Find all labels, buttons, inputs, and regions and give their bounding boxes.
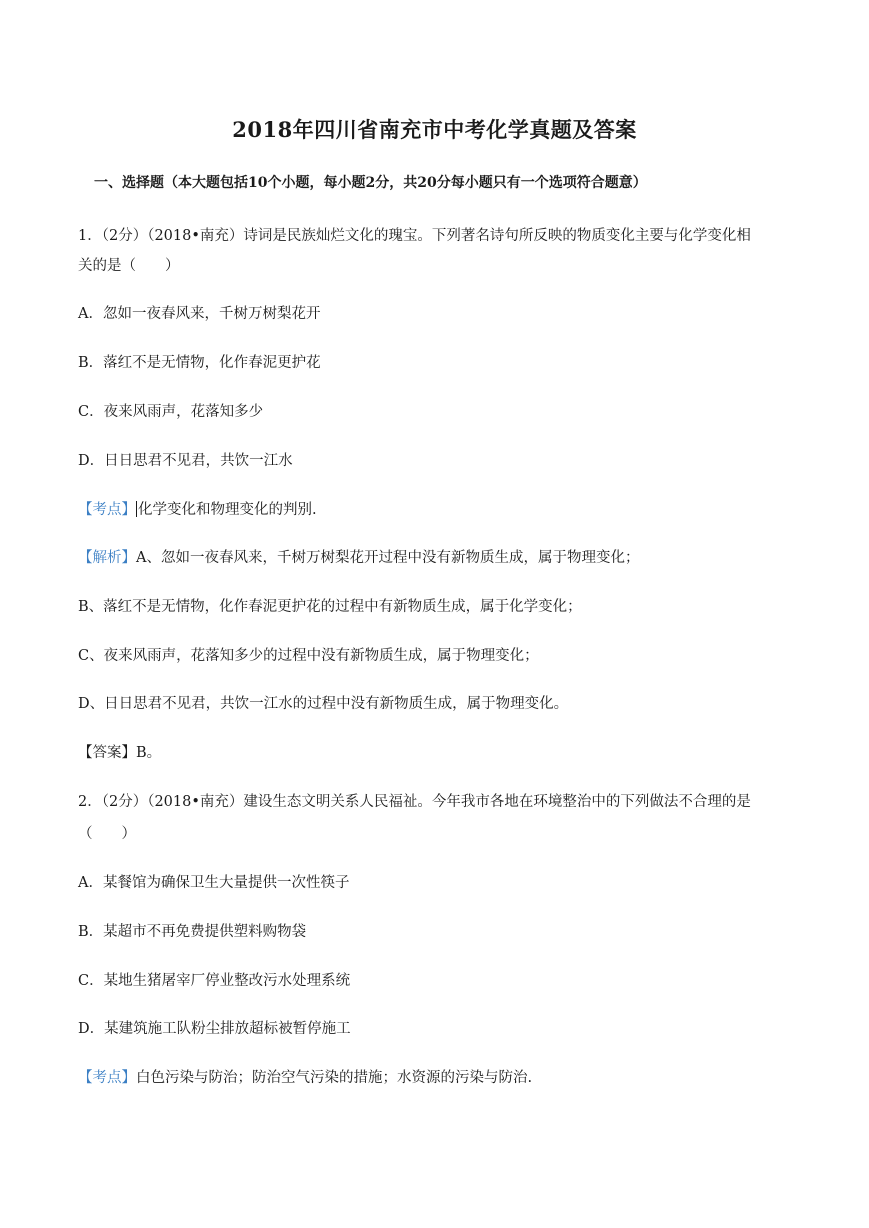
question-1-option-d: D．日日思君不见君，共饮一江水 bbox=[78, 453, 293, 469]
question-1-stem-line-2: 关的是（ ） bbox=[78, 258, 180, 274]
question-1-answer bbox=[78, 743, 161, 763]
question-1-jiexi-line-4: D、日日思君不见君，共饮一江水的过程中没有新物质生成，属于物理变化。 bbox=[78, 696, 569, 712]
question-1-kaodian bbox=[78, 500, 317, 520]
question-2-stem-line-1: 2．（2分）（2018•南充）建设生态文明关系人民福祉。今年我市各地在环境整治中的下列做法不合理的是 bbox=[78, 794, 751, 810]
jiexi-line-1: A、忽如一夜春风来，千树万树梨花开过程中没有新物质生成，属于物理变化； bbox=[136, 550, 640, 566]
question-1-stem-line-1: 1．（2分）（2018•南充）诗词是民族灿烂文化的瑰宝。下列著名诗句所反映的物质变化主要与化学变化相 bbox=[78, 228, 751, 244]
kaodian-text-2: 白色污染与防治；防治空气污染的措施；水资源的污染与防治. bbox=[136, 1070, 533, 1086]
question-1-option-b: B．落红不是无情物，化作春泥更护花 bbox=[78, 355, 321, 371]
question-2-option-a: A．某餐馆为确保卫生大量提供一次性筷子 bbox=[78, 875, 350, 891]
question-1-jiexi-line-3: C、夜来风雨声，花落知多少的过程中没有新物质生成，属于物理变化； bbox=[78, 648, 539, 664]
question-1-option-c: C．夜来风雨声，花落知多少 bbox=[78, 404, 264, 420]
question-1-jiexi-line-2: B、落红不是无情物，化作春泥更护花的过程中有新物质生成，属于化学变化； bbox=[78, 599, 582, 615]
jiexi-tag: 【解析】 bbox=[78, 550, 136, 566]
answer-tag: 【答案】 bbox=[78, 745, 136, 761]
answer-text: B。 bbox=[136, 745, 162, 761]
kaodian-tag-2: 【考点】 bbox=[78, 1070, 136, 1086]
question-1-option-a: A．忽如一夜春风来，千树万树梨花开 bbox=[78, 306, 321, 322]
question-2-option-c: C．某地生猪屠宰厂停业整改污水处理系统 bbox=[78, 973, 351, 989]
kaodian-tag: 【考点】 bbox=[78, 502, 136, 518]
question-1-jiexi bbox=[78, 548, 639, 568]
question-2-option-b: B．某超市不再免费提供塑料购物袋 bbox=[78, 924, 307, 940]
question-2-kaodian bbox=[78, 1068, 532, 1088]
question-2-stem-line-2: （ ） bbox=[78, 826, 136, 842]
document-title: 2018年四川省南充市中考化学真题及答案 bbox=[232, 117, 637, 142]
text-cursor bbox=[136, 501, 137, 517]
section-heading: 一、选择题（本大题包括10个小题，每小题2分，共20分每小题只有一个选项符合题意） bbox=[94, 175, 647, 191]
question-2-option-d: D．某建筑施工队粉尘排放超标被暂停施工 bbox=[78, 1021, 351, 1037]
kaodian-text: 化学变化和物理变化的判别. bbox=[138, 502, 317, 518]
